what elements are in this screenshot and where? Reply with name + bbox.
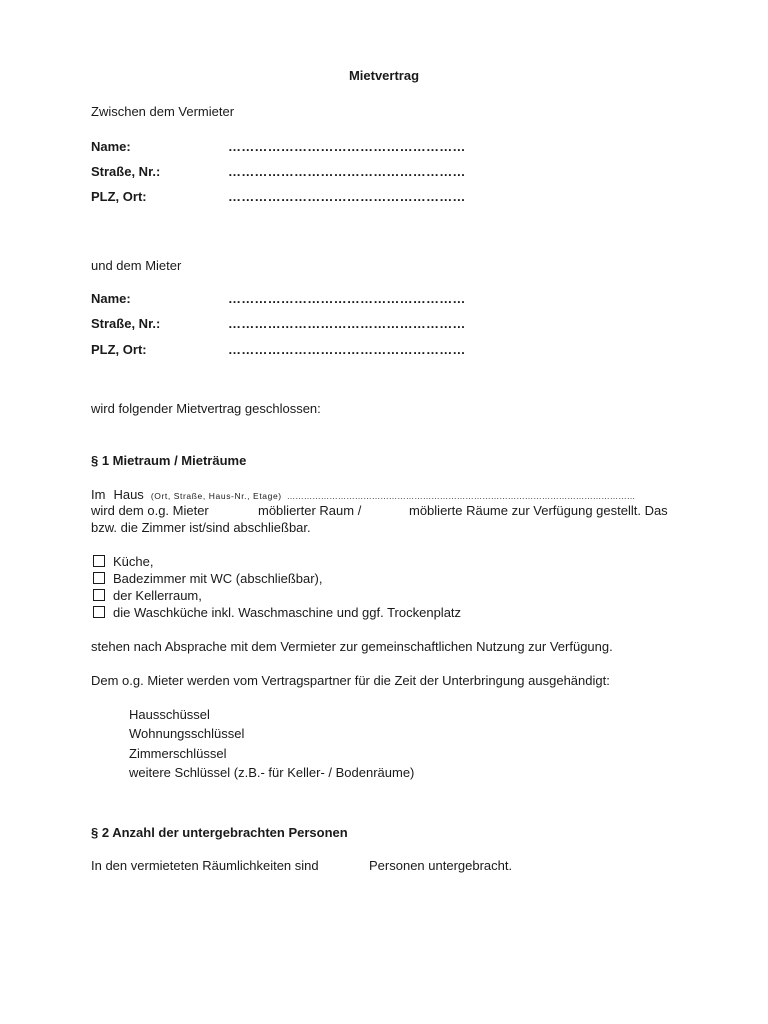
keys-intro-text: Dem o.g. Mieter werden vom Vertragspartner für die Zeit der Unterbringung ausgehändigt: — [91, 673, 610, 688]
kitchen-checkbox[interactable] — [93, 555, 105, 567]
house-text: Haus — [113, 487, 144, 502]
tenant-city-label: PLZ, Ort: — [91, 342, 147, 357]
house-hint: (Ort, Straße, Haus-Nr., Etage) — [150, 491, 282, 501]
persons-text-a: In den vermieteten Räumlichkeiten sind — [91, 858, 319, 873]
lockable-text: bzw. die Zimmer ist/sind abschließbar. — [91, 520, 311, 535]
kitchen-label: Küche, — [113, 554, 154, 569]
room-line-a: wird dem o.g. Mieter — [91, 503, 209, 518]
landlord-name-label: Name: — [91, 139, 131, 154]
landlord-city-label: PLZ, Ort: — [91, 189, 147, 204]
key-item: Zimmerschlüssel — [129, 746, 227, 761]
section1-heading: § 1 Mietraum / Mieträume — [91, 453, 247, 468]
tenant-city-field[interactable]: ……………………………………………… — [228, 342, 466, 357]
laundry-label: die Waschküche inkl. Waschmaschine und ggf. Trockenplatz — [113, 605, 462, 620]
cellar-checkbox[interactable] — [93, 589, 105, 601]
landlord-street-label: Straße, Nr.: — [91, 164, 161, 179]
landlord-street-field[interactable]: ……………………………………………… — [228, 164, 466, 179]
closing-intro-text: wird folgender Mietvertrag geschlossen: — [91, 401, 321, 416]
intro-text: Zwischen dem Vermieter — [91, 104, 235, 119]
house-line — [91, 487, 677, 502]
tenant-intro-text: und dem Mieter — [91, 258, 182, 273]
shared-use-text: stehen nach Absprache mit dem Vermieter zur gemeinschaftlichen Nutzung zur Verfügung. — [91, 639, 613, 654]
room-line-b: möblierter Raum / — [258, 503, 362, 518]
tenant-street-label: Straße, Nr.: — [91, 316, 161, 331]
bathroom-label: Badezimmer mit WC (abschließbar), — [113, 571, 323, 586]
house-address-field[interactable]: …………………………………………………………………………………………………………… — [286, 491, 636, 501]
tenant-name-label: Name: — [91, 291, 131, 306]
tenant-street-field[interactable]: ……………………………………………… — [228, 316, 466, 331]
landlord-city-field[interactable]: ……………………………………………… — [228, 189, 466, 204]
document-title: Mietvertrag — [348, 68, 420, 83]
key-item: weitere Schlüssel (z.B.- für Keller- / Bodenräume) — [129, 765, 415, 780]
section2-heading: § 2 Anzahl der untergebrachten Personen — [91, 825, 348, 840]
room-line-c: möblierte Räume zur Verfügung gestellt. Das — [409, 503, 668, 518]
tenant-name-field[interactable]: ……………………………………………… — [228, 291, 466, 306]
landlord-name-field[interactable]: ……………………………………………… — [228, 139, 466, 154]
cellar-label: der Kellerraum, — [113, 588, 202, 603]
key-item: Wohnungsschlüssel — [129, 726, 245, 741]
laundry-checkbox[interactable] — [93, 606, 105, 618]
key-item: Hausschüssel — [129, 707, 210, 722]
house-im-text: Im — [91, 487, 106, 502]
bathroom-checkbox[interactable] — [93, 572, 105, 584]
persons-text-b: Personen untergebracht. — [369, 858, 513, 873]
